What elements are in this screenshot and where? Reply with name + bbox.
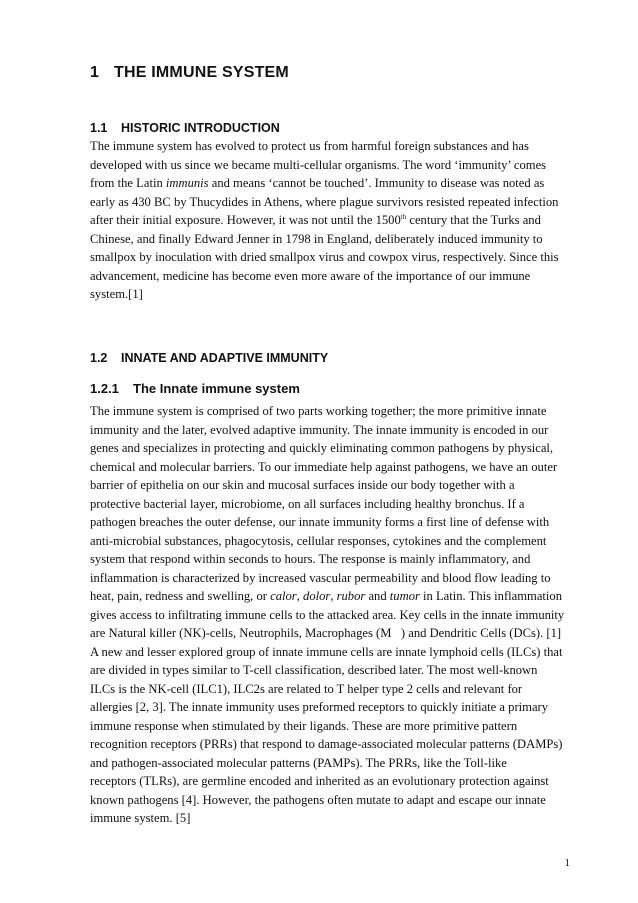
text-line: system.[1]: [90, 287, 143, 301]
text-line: gives access to infiltrating immune cells to the attacked area. Key cells in the innate immunity: [90, 607, 565, 622]
text-line: A new and lesser explored group of innate immune cells are innate lymphoid cells (ILCs) that: [90, 644, 563, 659]
section-number: 1.2: [90, 351, 108, 365]
text-line: heat, pain, redness and swelling, or calor, dolor, rubor and tumor in Latin. This inflammation: [90, 589, 563, 603]
text-line: are Natural killer (NK)-cells, Neutrophils, Macrophages (M ) and Dendritic Cells (DCs). [1]: [90, 626, 562, 640]
text-line: recognition receptors (PRRs) that respond to damage-associated molecular patterns (DAMPs): [90, 737, 563, 751]
text-line: barrier of epithelia on our skin and mucosal surfaces inside our body together with a: [90, 478, 515, 492]
subsection-heading-1-2-1: [90, 381, 300, 396]
document-page: [90, 0, 570, 903]
text-line: smallpox by inoculation with dried smallpox virus and cowpox virus, respectively. Since this: [90, 250, 559, 264]
text-line: receptors (TLRs), are germline encoded and inherited as an evolutionary protection against: [90, 774, 549, 788]
section-heading-1-2: [90, 351, 328, 365]
text-line: The immune system has evolved to protect us from harmful foreign substances and has: [90, 139, 529, 153]
text-line: early as 430 BC by Thucydides in Athens, where plague survivors resisted repeated infection: [90, 194, 559, 209]
text-line: system that respond within seconds to hours. The response is mainly inflammatory, and: [90, 552, 531, 566]
text-line: allergies [2, 3]. The innate immunity uses preformed receptors to quickly initiate a primary: [90, 700, 549, 714]
text-line: genes and specializes in protecting and quickly eliminating common pathogens by physical,: [90, 441, 554, 455]
text-line: chemical and molecular barriers. To our immediate help against pathogens, we have an outer: [90, 459, 558, 474]
section-number: 1.1: [90, 121, 108, 135]
page-number: 1: [564, 857, 570, 869]
text-line: ILCs is the NK-cell (ILC1), ILC2s are related to T helper type 2 cells and relevant for: [90, 681, 523, 696]
text-line: immune response when stimulated by their ligands. These are more primitive pattern: [90, 718, 518, 733]
text-line: after their initial exposure. However, it was not until the 1500th century that the Turks and: [90, 213, 541, 227]
text-line: developed with us since we became multi-cellular organisms. The word ‘immunity’ comes: [90, 157, 547, 172]
section-title: HISTORIC INTRODUCTION: [121, 121, 280, 135]
text-line: known pathogens [4]. However, the pathogens often mutate to adapt and escape our innate: [90, 792, 546, 807]
text-line: Chinese, and finally Edward Jenner in 1798 in England, deliberately induced immunity to: [90, 231, 543, 246]
subsection-title: The Innate immune system: [133, 381, 300, 396]
text-line: advancement, medicine has become even more aware of the importance of our immune: [90, 268, 531, 283]
paragraph-historic: [90, 137, 570, 304]
chapter-number: 1: [90, 64, 100, 81]
text-line: pathogen breaches the outer defense, our innate immunity forms a first line of defense with: [90, 515, 550, 529]
text-line: from the Latin immunis and means ‘cannot be touched’. Immunity to disease was noted as: [90, 176, 545, 190]
text-line: and pathogen-associated molecular patterns (PAMPs). The PRRs, like the Toll-like: [90, 755, 507, 770]
chapter-title: THE IMMUNE SYSTEM: [114, 64, 289, 81]
paragraph-innate: [90, 402, 570, 828]
text-line: The immune system is comprised of two parts working together; the more primitive innate: [90, 404, 547, 418]
text-line: immune system. [5]: [90, 811, 191, 825]
text-line: inflammation is characterized by increased vascular permeability and blood flow leading to: [90, 570, 551, 585]
text-line: immunity and the later, evolved adaptive immunity. The innate immunity is encoded in our: [90, 422, 549, 437]
text-line: protective bacterial layer, microbiome, on all surfaces including healthy bronchus. If a: [90, 496, 525, 511]
chapter-heading: [90, 64, 289, 82]
section-title: INNATE AND ADAPTIVE IMMUNITY: [121, 351, 329, 365]
text-line: are divided in types similar to T-cell classification, described later. The most well-known: [90, 663, 538, 677]
subsection-number: 1.2.1: [90, 381, 119, 396]
text-line: anti-microbial substances, phagocytosis, cellular responses, cytokines and the complement: [90, 533, 547, 548]
section-heading-1-1: [90, 121, 280, 135]
